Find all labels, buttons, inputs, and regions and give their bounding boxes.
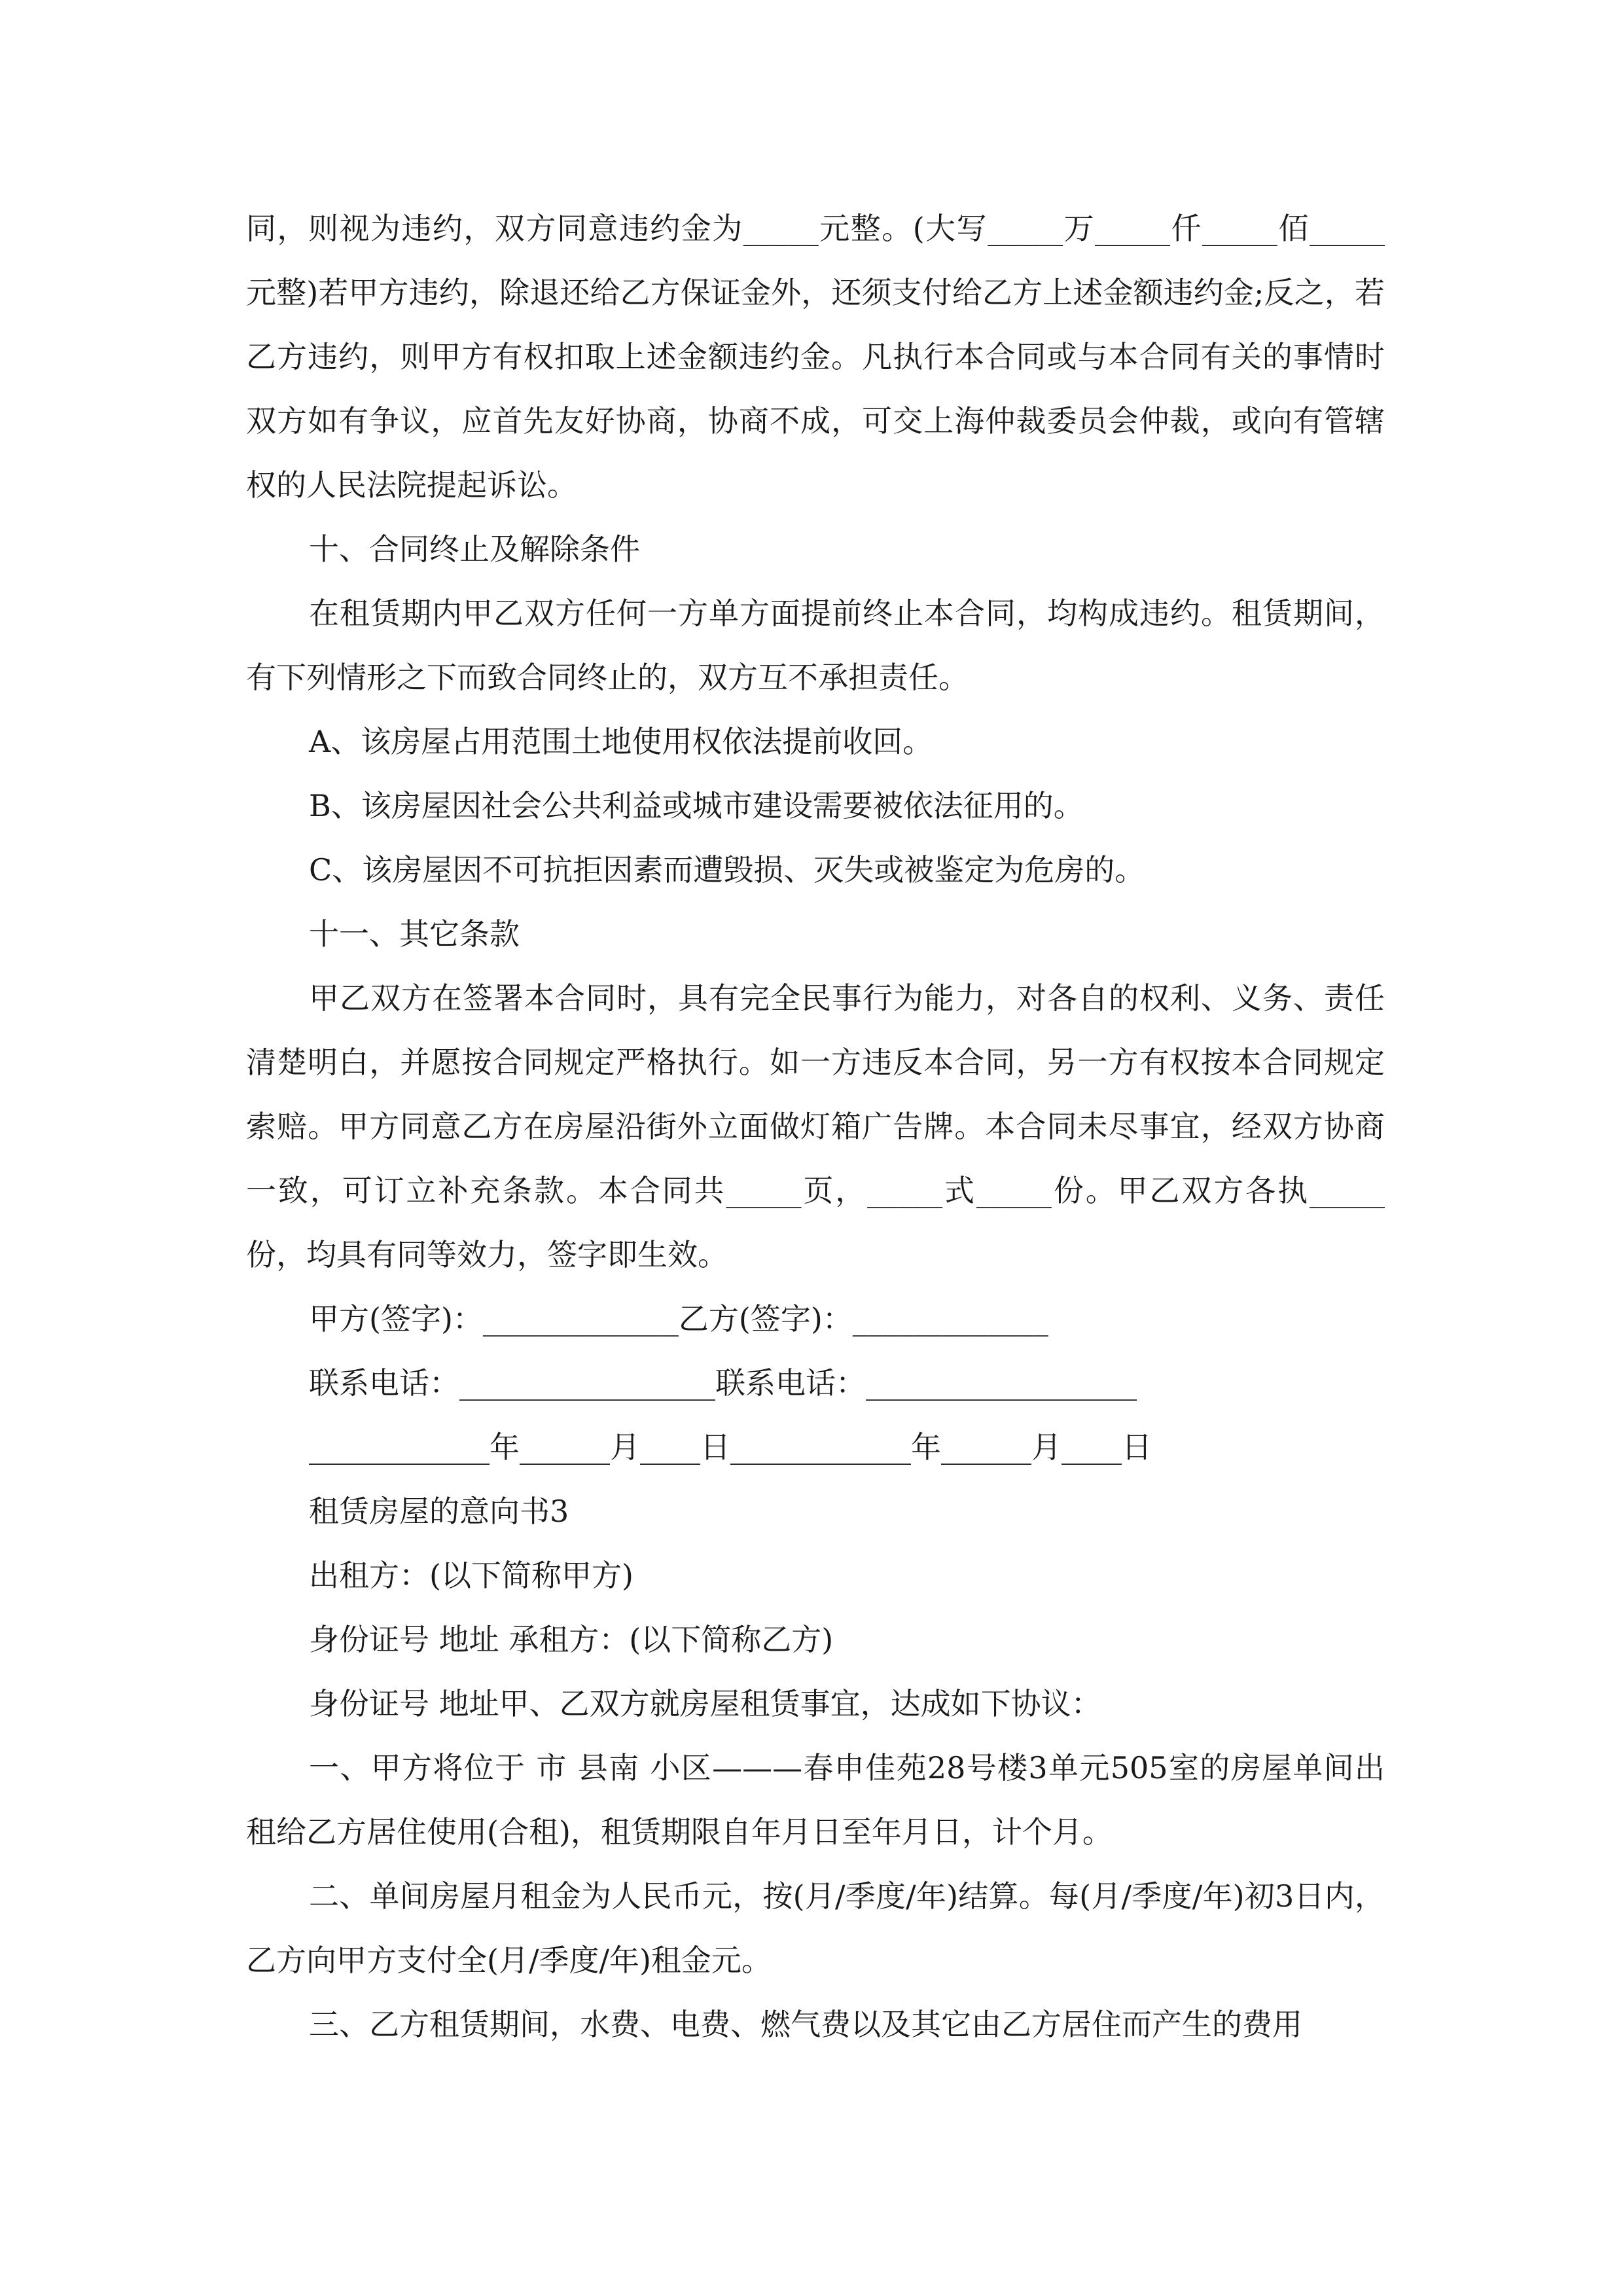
list-item-a: A、该房屋占用范围土地使用权依法提前收回。 — [309, 724, 933, 759]
list-item-c: C、该房屋因不可抗拒因素而遭毁损、灭失或被鉴定为危房的。 — [309, 852, 1145, 888]
paragraph-penalty-clause: 同，则视为违约，双方同意违约金为_____元整。(大写_____万_____仟_____佰_____元整)若甲方违约，除退还给乙方保证金外，还须支付给乙方上述金额违约金;反之，若乙方违约，则甲方有权扣取上述金额违约金。凡执行本合同或与本合同有关的事情时双方如有争议，应首先友好协商，协商不成，可交上海仲裁委员会仲裁，或向有管辖权的人民法院提起诉讼。 — [246, 211, 1385, 503]
lessor-line: 出租方：(以下简称甲方) — [309, 1558, 633, 1593]
section-title: 租赁房屋的意向书3 — [309, 1494, 569, 1529]
paragraph-other-terms: 甲乙双方在签署本合同时，具有完全民事行为能力，对各自的权利、义务、责任清楚明白，并愿按合同规定严格执行。如一方违反本合同，另一方有权按本合同规定索赔。甲方同意乙方在房屋沿街外立面做灯箱广告牌。本合同未尽事宜，经双方协商一致，可订立补充条款。本合同共_____页，_____式_____份。甲乙双方各执_____份，均具有同等效力，签字即生效。 — [246, 980, 1385, 1272]
heading-other-terms: 十一、其它条款 — [309, 916, 520, 952]
clause-two: 二、单间房屋月租金为人民币元，按(月/季度/年)结算。每(月/季度/年)初3日内，乙方向甲方支付全(月/季度/年)租金元。 — [246, 1878, 1385, 1978]
phone-line: 联系电话：_________________联系电话：__________________ — [309, 1365, 1137, 1401]
document-body — [246, 196, 1385, 2056]
list-item-b: B、该房屋因社会公共利益或城市建设需要被依法征用的。 — [309, 788, 1084, 823]
paragraph-termination: 在租赁期内甲乙双方任何一方单方面提前终止本合同，均构成违约。租赁期间，有下列情形之下而致合同终止的，双方互不承担责任。 — [246, 596, 1385, 695]
clause-three: 三、乙方租赁期间，水费、电费、燃气费以及其它由乙方居住而产生的费用 — [309, 2007, 1302, 2042]
agreement-intro: 身份证号 地址甲、乙双方就房屋租赁事宜，达成如下协议： — [309, 1686, 1101, 1721]
heading-termination: 十、合同终止及解除条件 — [309, 531, 640, 567]
lessee-line: 身份证号 地址 承租方：(以下简称乙方) — [309, 1622, 834, 1657]
signature-line: 甲方(签字)：_____________乙方(签字)：_____________ — [309, 1301, 1048, 1336]
date-line: ____________年______月____日____________年______月____日 — [309, 1429, 1152, 1465]
clause-one: 一、甲方将位于 市 县南 小区———春申佳苑28号楼3单元505室的房屋单间出租给乙方居住使用(合租)，租赁期限自年月日至年月日，计个月。 — [246, 1750, 1385, 1850]
